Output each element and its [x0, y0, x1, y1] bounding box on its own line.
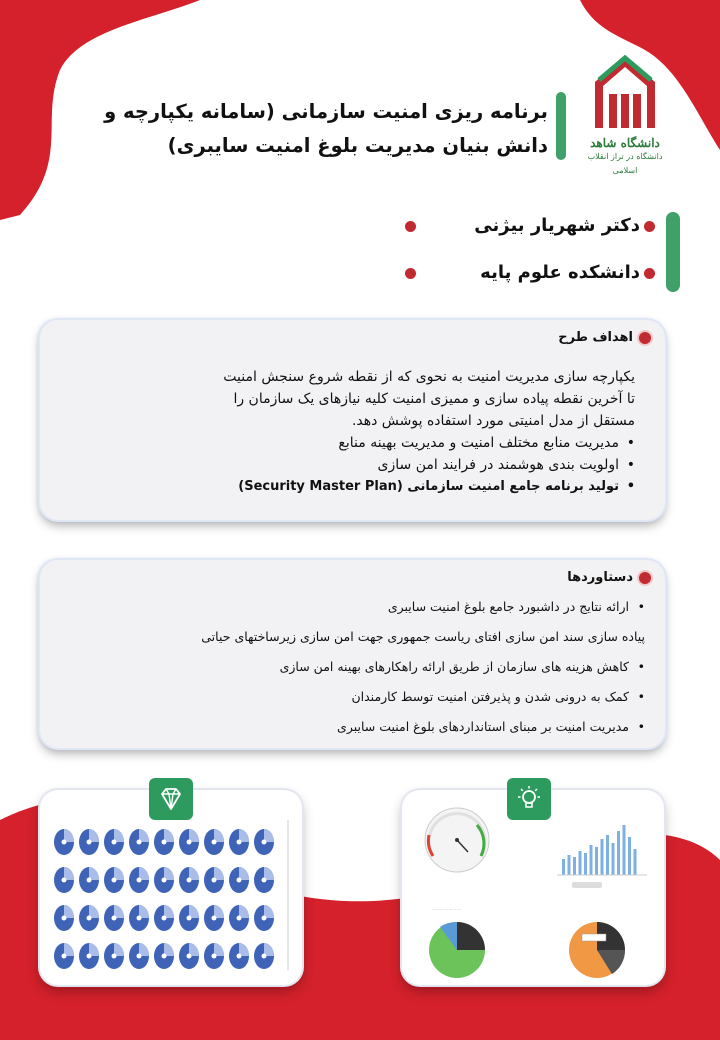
- pie-thumbnail: [104, 829, 124, 855]
- presenter-name-row: [474, 215, 640, 243]
- bullet-icon: [639, 332, 651, 344]
- objectives-list: [195, 432, 635, 498]
- pie-thumbnail: [229, 943, 249, 969]
- achievements-card: [40, 560, 665, 748]
- bar: [612, 843, 615, 875]
- page-title: برنامه ریزی امنیت سازمانی (سامانه یکپارچه و دانش بنیان مدیریت بلوغ امنیت سایبری): [104, 100, 548, 157]
- bullet-icon: [405, 268, 416, 279]
- objectives-heading: اهداف طرح: [558, 330, 633, 345]
- info-accent-bar: [666, 212, 680, 292]
- pie-thumbnail: [179, 829, 199, 855]
- achievements-line: پیاده سازی سند امن سازی افتای ریاست جمهوری جهت امن سازی زیرساختهای حیاتی: [201, 629, 645, 644]
- bar: [595, 847, 598, 875]
- pie-thumbnail: [204, 829, 224, 855]
- pie-thumbnail: [229, 829, 249, 855]
- pie-thumbnail: [54, 905, 74, 931]
- achievements-item: • کاهش هزینه های سازمان از طریق ارائه راهکارهای بهینه امن سازی: [85, 652, 645, 682]
- objectives-intro-2: تا آخرین نقطه پیاده سازی و ممیزی امنیت کلیه نیازهای یک سازمان را: [233, 391, 635, 407]
- objectives-body: [195, 366, 635, 498]
- pie-thumbnail: [129, 905, 149, 931]
- logo-line-2: دانشگاه در تراز انقلاب اسلامی: [587, 152, 663, 175]
- pie-thumbnail: [179, 905, 199, 931]
- objectives-card: [40, 320, 665, 520]
- pie-thumbnail: [254, 905, 274, 931]
- pie-thumbnail: [229, 867, 249, 893]
- presenter-name: دکتر شهریار بیژنی: [474, 215, 640, 236]
- bar: [623, 825, 626, 875]
- achievements-heading: دستاوردها: [567, 570, 633, 585]
- pie-thumbnail: [79, 905, 99, 931]
- pie-thumbnail: [204, 867, 224, 893]
- achievements-item: • مدیریت امنیت بر مبنای استانداردهای بلوغ امنیت سایبری: [85, 712, 645, 742]
- pie-thumbnail: [104, 867, 124, 893]
- svg-text:.......................: .......................: [432, 906, 462, 911]
- bullet-icon: [639, 572, 651, 584]
- objectives-item: • مدیریت منابع مختلف امنیت و مدیریت بهینه منابع: [195, 432, 635, 454]
- bar: [579, 851, 582, 875]
- pie-thumbnail: [154, 867, 174, 893]
- pie-thumbnail: [129, 867, 149, 893]
- objectives-item: • تولید برنامه جامع امنیت سازمانی (Security Master Plan): [195, 476, 635, 498]
- bullet-icon: [644, 221, 655, 232]
- pie-thumbnail: [129, 943, 149, 969]
- bar: [568, 855, 571, 875]
- pie-thumbnail: [229, 905, 249, 931]
- title-accent-bar: [556, 92, 566, 160]
- pie-thumbnail: [179, 867, 199, 893]
- pie-thumbnail: [154, 829, 174, 855]
- pie-thumbnail: [254, 943, 274, 969]
- pie-thumbnail: [104, 905, 124, 931]
- pie-thumbnail: [54, 829, 74, 855]
- pie-thumbnail: [129, 829, 149, 855]
- achievements-item: • ارائه نتایج در داشبورد جامع بلوغ امنیت سایبری: [85, 592, 645, 622]
- pie-thumbnail: [254, 829, 274, 855]
- bullet-icon: [644, 268, 655, 279]
- logo-emblem-icon: [585, 52, 665, 134]
- objectives-header: [558, 330, 651, 345]
- bar: [562, 859, 565, 875]
- pie-thumbnail: [204, 905, 224, 931]
- bar: [606, 835, 609, 875]
- achievements-item: • کمک به درونی شدن و پذیرفتن امنیت توسط کارمندان: [85, 682, 645, 712]
- bar: [601, 839, 604, 875]
- pie-thumbnail: [79, 867, 99, 893]
- pie-thumbnail: [154, 905, 174, 931]
- pie-thumbnail: [204, 943, 224, 969]
- lightbulb-icon: [514, 784, 544, 814]
- bar: [573, 857, 576, 875]
- bullet-icon: [405, 221, 416, 232]
- objectives-intro-3: مستقل از مدل امنیتی مورد استفاده پوشش دهد.: [351, 413, 635, 429]
- bar: [590, 845, 593, 875]
- bar: [634, 849, 637, 875]
- pie-thumbnail: [54, 867, 74, 893]
- bar: [617, 831, 620, 875]
- bar: [584, 853, 587, 875]
- achievements-list: [85, 592, 645, 742]
- logo-line-1: دانشگاه شاهد: [590, 136, 660, 150]
- pie-thumbnail: [54, 943, 74, 969]
- pie-thumbnail: [79, 829, 99, 855]
- bar: [628, 837, 631, 875]
- diamond-icon: [156, 784, 186, 814]
- logo-text: [585, 136, 665, 178]
- pie-thumbnail: [79, 943, 99, 969]
- achievements-header: [567, 570, 651, 585]
- objectives-item: • اولویت بندی هوشمند در فرایند امن سازی: [195, 454, 635, 476]
- pie-thumbnail: [254, 867, 274, 893]
- lightbulb-badge: [507, 778, 551, 820]
- pie-thumbnail: [154, 943, 174, 969]
- pie-thumbnail: [179, 943, 199, 969]
- faculty-row: [480, 262, 640, 290]
- bar-chart-image: [562, 825, 637, 875]
- faculty-name: دانشکده علوم پایه: [480, 262, 640, 283]
- university-logo: [585, 52, 665, 187]
- pie-thumbnail: [104, 943, 124, 969]
- diamond-badge: [149, 778, 193, 820]
- objectives-intro-1: یکپارچه سازی مدیریت امنیت به نحوی که از نقطه شروع سنجش امنیت: [223, 369, 635, 385]
